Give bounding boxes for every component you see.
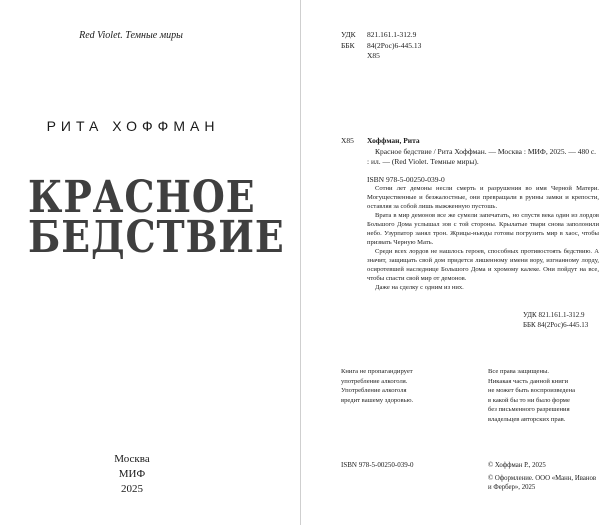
- abstract-paragraph: Врата в мир демонов все же сумели запечатать, но спустя века один из лордов Большого Дома услышал зов с той стороны. Крылатые твари снова заполонили небо. Узурпатор занял трон. Жрицы-ньюды готовы погрузить мир в хаос, чтобы призвать Черную Мать.: [367, 212, 599, 246]
- abstract-paragraph: Среди всех лордов не нашлось героев, способных противостоять бедствию. А значит, защищать свой дом придется лишенному имени вору, изгнанному лорду, осиротевшей наследнице Большого Дома и хромому калеке. Они пойдут на все, чтобы спасти свой мир от демонов.: [367, 248, 599, 282]
- notice-line: употребление алкоголя.: [341, 377, 408, 385]
- catalog-record: [341, 136, 599, 185]
- series-name: Red Violet. Темные миры: [79, 30, 183, 41]
- catalog-description: Красное бедствие / Рита Хоффман. — Москва : МИФ, 2025. — 480 с. : ил. — (Red Violet. Темные миры).: [367, 146, 597, 166]
- classification-block: [341, 30, 421, 62]
- bbk-repeat: ББК 84(2Рос)6-445.13: [523, 320, 589, 329]
- copyright-block: [488, 461, 600, 493]
- title-line-2: БЕДСТВИЕ: [28, 212, 285, 263]
- alcohol-notice: [341, 367, 451, 405]
- rights-reserved: [488, 367, 600, 424]
- imprint-city: Москва: [114, 453, 150, 465]
- author-sign: Х85: [367, 51, 380, 60]
- catalog-author: Хоффман, Рита: [367, 136, 420, 145]
- rights-line: в какой бы то ни было форме: [488, 396, 570, 404]
- notice-line: Книга не пропагандирует: [341, 368, 413, 375]
- abstract-paragraph: Сотни лет демоны несли смерть и разрушения во имя Черной Матери. Могущественные и безжалостные, они превращали в руины замки и крепости, оставляя за собой лишь выжженную пустошь.: [367, 185, 599, 210]
- udk-key: УДК: [341, 30, 356, 39]
- classification-repeat: [523, 311, 588, 330]
- notice-line: вредит вашему здоровью.: [341, 396, 414, 404]
- book-title: [10, 172, 285, 263]
- abstract-paragraph: Даже на сделку с одним из них.: [375, 284, 464, 291]
- imprint: [0, 452, 264, 497]
- imprint-publisher: МИФ: [118, 468, 146, 480]
- rights-line: владельцев авторских прав.: [488, 415, 566, 423]
- abstract: [367, 184, 599, 292]
- catalog-code: Х85: [341, 136, 354, 145]
- rights-line: не может быть воспроизведена: [488, 387, 576, 394]
- bbk-key: ББК: [341, 40, 355, 50]
- rights-line: Все права защищены.: [488, 368, 550, 375]
- author-name: РИТА ХОФФМАН: [46, 118, 220, 134]
- isbn-footer: ISBN 978-5-00250-039-0: [341, 461, 414, 469]
- title-line-1: КРАСНОЕ: [28, 172, 256, 223]
- notice-line: Употребление алкоголя: [341, 387, 407, 394]
- right-page-copyright: [301, 0, 600, 525]
- bbk-value: 84(2Рос)6-445.13: [367, 40, 422, 50]
- catalog-isbn: ISBN 978-5-00250-039-0: [367, 174, 445, 184]
- copyright-design: © Оформление. ООО «Манн, Иванов и Фербер», 2025: [488, 475, 597, 492]
- rights-line: Никакая часть данной книги: [488, 377, 569, 385]
- udk-value: 821.161.1-312.9: [367, 30, 417, 39]
- rights-line: без письменного разрешения: [488, 406, 570, 413]
- udk-repeat: УДК 821.161.1-312.9: [523, 311, 585, 319]
- imprint-year: 2025: [121, 483, 143, 495]
- copyright-author: © Хоффман Р., 2025: [488, 462, 546, 469]
